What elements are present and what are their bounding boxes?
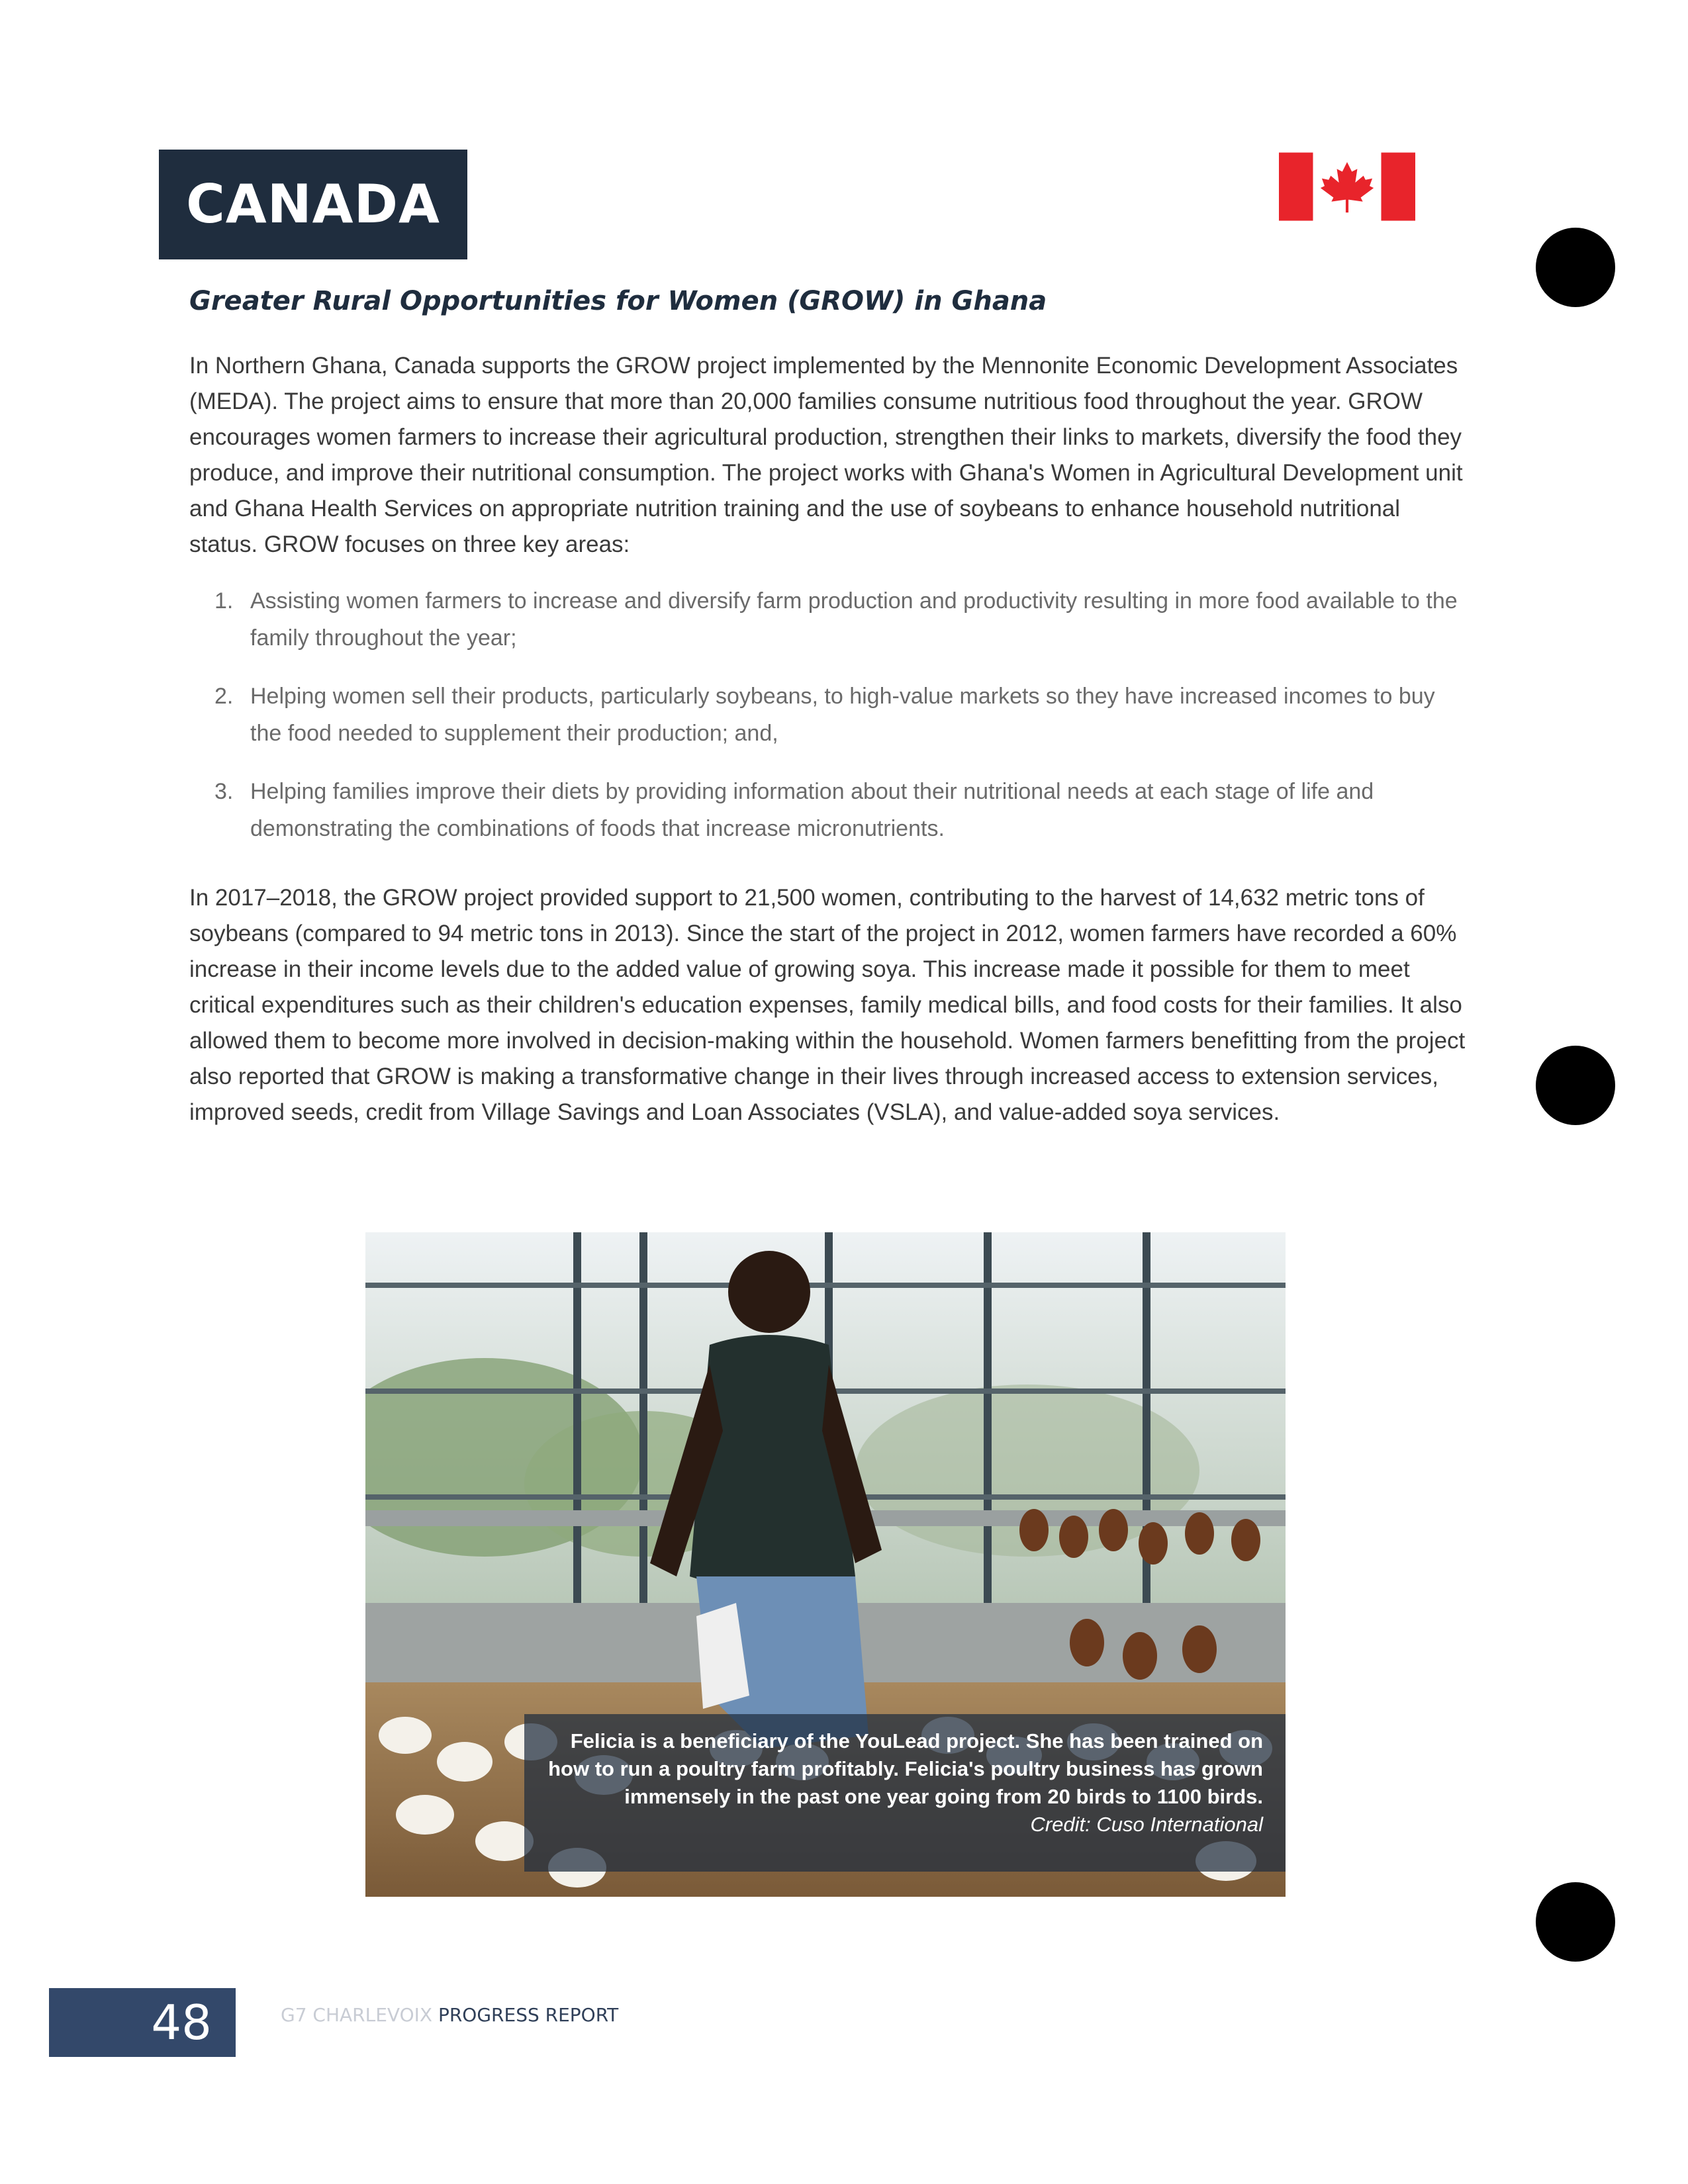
list-item-number: 1. xyxy=(214,588,234,614)
key-areas-list xyxy=(205,582,1463,868)
canada-flag-icon xyxy=(1279,152,1415,221)
binder-hole-top xyxy=(1536,228,1615,307)
binder-hole-middle xyxy=(1536,1046,1615,1125)
poultry-farm-photo xyxy=(365,1232,1286,1897)
page-number: 48 xyxy=(49,1988,236,2057)
country-heading: CANADA xyxy=(159,150,467,259)
report-footer xyxy=(281,2004,618,2026)
intro-paragraph: In Northern Ghana, Canada supports the GROW project implemented by the Mennonite Economic Development Associates (MEDA). The project aims to ensure that more than 20,000 families consume nutritious food throughout the year. GROW encourages women farmers to increase their agricultural production, strengthen their links to markets, diversify the food they produce, and improve their nutritional consumption. The project works with Ghana's Women in Agricultural Development unit and Ghana Health Services on appropriate nutrition training and the use of soybeans to enhance household nutritional status. GROW focuses on three key areas: xyxy=(189,353,1463,557)
results-paragraph: In 2017–2018, the GROW project provided support to 21,500 women, contributing to the harvest of 14,632 metric tons of soybeans (compared to 94 metric tons in 2013). Since the start of the project in 2012, women farmers have recorded a 60% increase in their income levels due to the added value of growing soya. This increase made it possible for them to meet critical expenditures such as their children's education expenses, family medical bills, and food costs for their families. It also allowed them to become more involved in decision-making within the household. Women farmers benefitting from the project also reported that GROW is making a transformative change in their lives through increased access to extension services, improved seeds, credit from Village Savings and Loan Associates (VSLA), and value-added soya services. xyxy=(189,885,1466,1125)
binder-hole-bottom xyxy=(1536,1882,1615,1962)
article-title: Greater Rural Opportunities for Women (GROW) in Ghana xyxy=(189,286,1047,316)
caption-text: Felicia is a beneficiary of the YouLead project. She has been trained on how to run a poultry farm profitably. Felicia's poultry business has grown immensely in the past one year going from 20 birds to 1100 birds. xyxy=(548,1729,1263,1808)
list-item xyxy=(205,773,1463,847)
list-item-text: Helping families improve their diets by providing information about their nutritional needs at each stage of life and demonstrating the combinations of foods that increase micronutrients. xyxy=(250,779,1374,841)
photo-caption xyxy=(524,1714,1286,1872)
report-label: PROGRESS REPORT xyxy=(438,2004,619,2026)
list-item-number: 3. xyxy=(214,779,234,804)
list-item-text: Assisting women farmers to increase and diversify farm production and productivity resulting in more food available to the family throughout the year; xyxy=(250,588,1458,651)
list-item xyxy=(205,582,1463,657)
list-item xyxy=(205,678,1463,752)
list-item-number: 2. xyxy=(214,684,234,709)
list-item-text: Helping women sell their products, particularly soybeans, to high-value markets so they have increased incomes to buy the food needed to supplement their production; and, xyxy=(250,684,1435,746)
report-prefix: G7 CHARLEVOIX xyxy=(281,2004,433,2026)
photo-credit: Credit: Cuso International xyxy=(1030,1813,1263,1836)
